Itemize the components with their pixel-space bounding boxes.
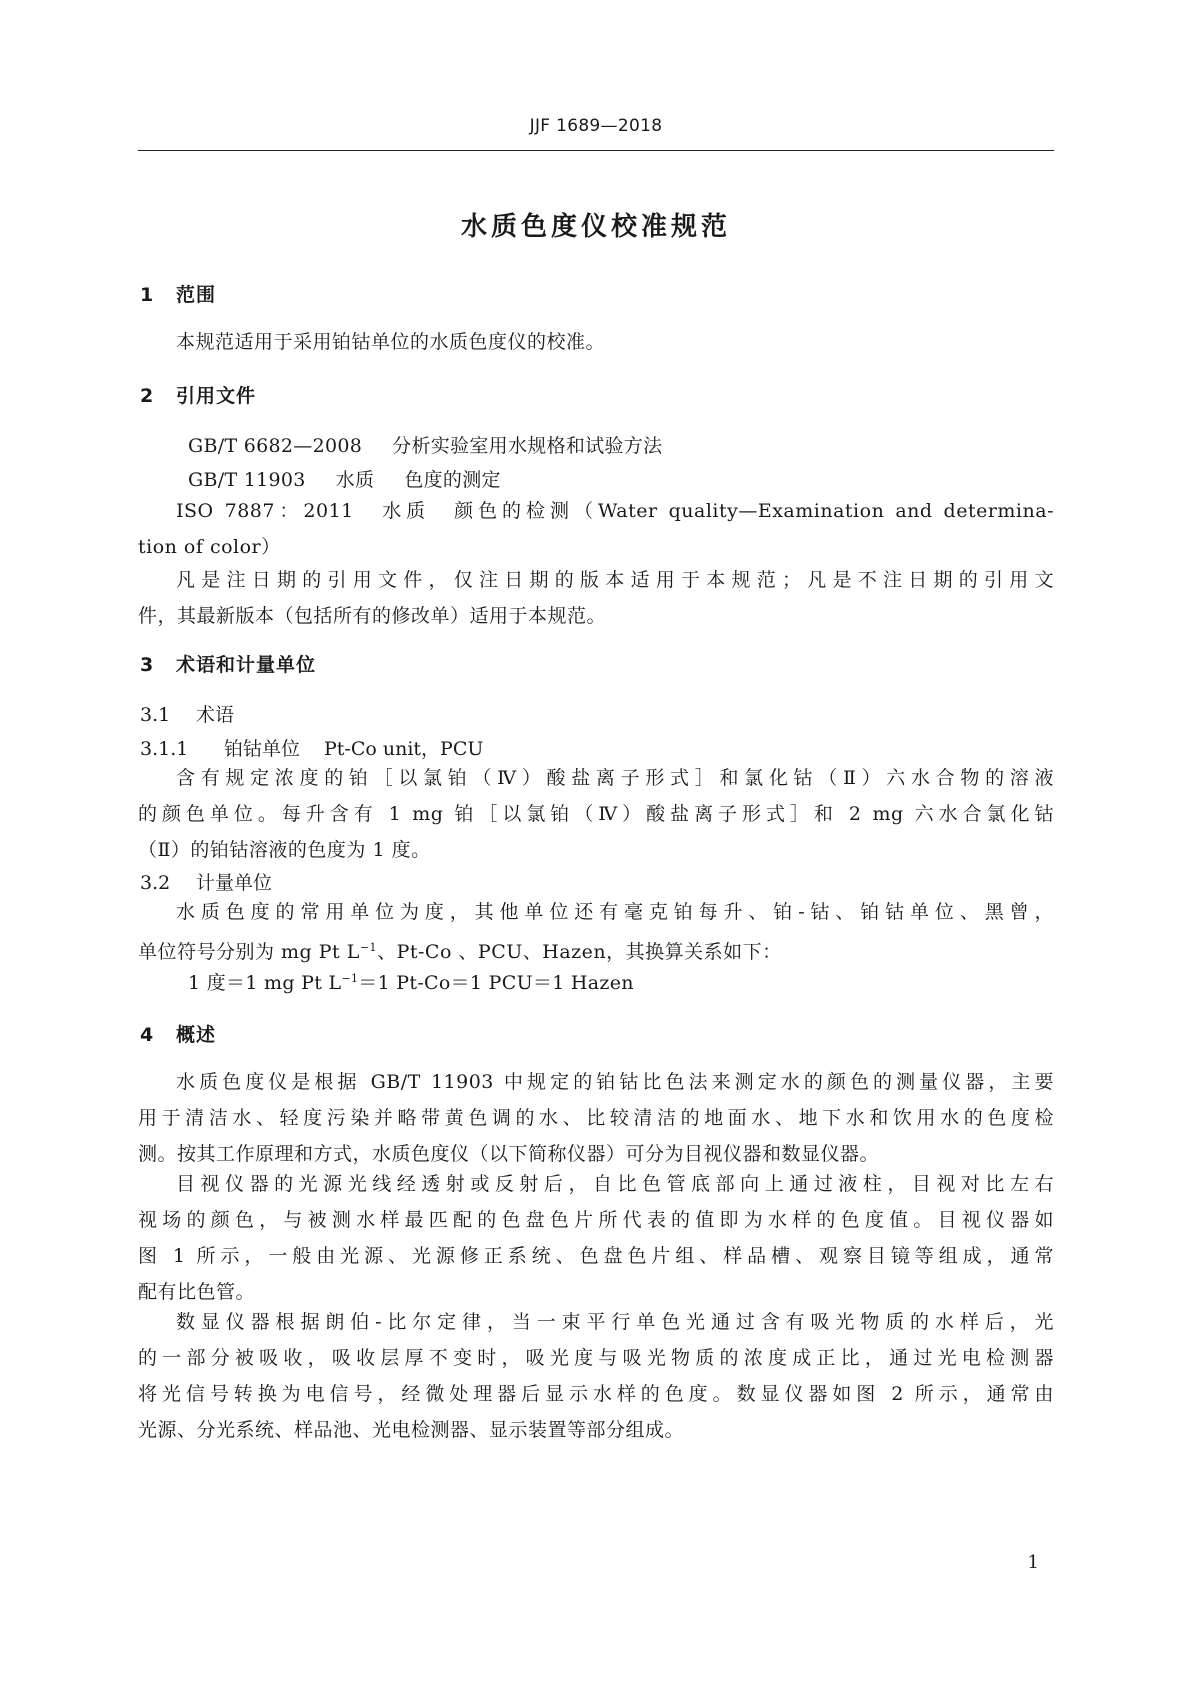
subsection-3-1-heading: 3.1 术语 bbox=[140, 704, 235, 726]
reference-note-paragraph: 凡是注日期的引用文件，仅注日期的版本适用于本规范；凡是不注日期的引用文 件，其最新版本（包括所有的修改单）适用于本规范。 bbox=[138, 569, 1054, 627]
reference-name: 水质 bbox=[335, 469, 375, 491]
section-title: 概述 bbox=[176, 1024, 217, 1046]
page-number: 1 bbox=[1027, 1552, 1039, 1573]
units-paragraph: 水质色度的常用单位为度，其他单位还有毫克铂每升、铂-钴、铂钴单位、黑曾， 单位符号分别为 mg Pt $L^{-1}$、Pt-Co 、PCU、Hazen，其换算关系如下： bbox=[138, 901, 1054, 963]
overview-paragraph-1: 水质色度仪是根据 GB/T 11903 中规定的铂钴比色法来测定水的颜色的测量仪器，主要 用于清洁水、轻度污染并略带黄色调的水、比较清洁的地面水、地下水和饮用水的色度检 测。按其工作原理和方式，水质色度仪（以下简称仪器）可分为目视仪器和数显仪器。 bbox=[138, 1071, 1054, 1165]
reference-name-part: 色度的测定 bbox=[404, 469, 501, 491]
document-title: 水质色度仪校准规范 bbox=[460, 212, 731, 242]
reference-name: 分析实验室用水规格和试验方法 bbox=[392, 435, 663, 457]
reference-code: GB/T 6682—2008 bbox=[188, 435, 363, 457]
header-rule bbox=[138, 150, 1054, 151]
section-4-heading bbox=[140, 1020, 216, 1047]
conversion-formula: 1 度＝1 mg Pt $L^{-1}=1$ Pt-Co＝1 PCU＝1 Hazen bbox=[188, 972, 634, 994]
overview-paragraph-3: 数显仪器根据朗伯-比尔定律，当一束平行单色光通过含有吸光物质的水样后，光 的一部分被吸收，吸收层厚不变时，吸光度与吸光物质的浓度成正比，通过光电检测器 将光信号转换为电信号，经微处理器后显示水样的色度。数显仪器如图 2 所示，通常由 光源、分光系统、样品池、光电检测器、显示装置等部分组成。 bbox=[138, 1311, 1054, 1441]
section-1-paragraph: 本规范适用于采用铂钴单位的水质色度仪的校准。 bbox=[176, 331, 606, 353]
section-3-heading bbox=[140, 650, 316, 677]
section-number: 3 bbox=[140, 654, 155, 676]
section-number: 4 bbox=[140, 1024, 155, 1046]
running-header: JJF 1689—2018 bbox=[529, 116, 663, 136]
subsection-3-1-1-heading: 3.1.1 铂钴单位 Pt-Co unit，PCU bbox=[140, 738, 484, 760]
section-title: 引用文件 bbox=[176, 385, 257, 407]
reference-item-iso: ISO 7887：2011 水质 颜色的检测（Water quality—Examination and determina- tion of color） bbox=[138, 500, 1054, 558]
section-1-heading bbox=[140, 280, 216, 307]
section-number: 1 bbox=[140, 284, 155, 306]
reference-item bbox=[188, 431, 662, 458]
reference-item bbox=[188, 465, 501, 492]
overview-paragraph-2: 目视仪器的光源光线经透射或反射后，自比色管底部向上通过液柱，目视对比左右 视场的颜色，与被测水样最匹配的色盘色片所代表的值即为水样的色度值。目视仪器如 图 1 所示，一般由光源、光源修正系统、色盘色片组、样品槽、观察目镜等组成，通常 配有比色管。 bbox=[138, 1173, 1054, 1303]
reference-code: GB/T 11903 bbox=[188, 469, 306, 491]
section-title: 范围 bbox=[176, 284, 217, 306]
section-2-heading bbox=[140, 381, 256, 408]
section-number: 2 bbox=[140, 385, 155, 407]
subsection-3-2-heading: 3.2 计量单位 bbox=[140, 872, 273, 894]
definition-paragraph: 含有规定浓度的铂［以氯铂（Ⅳ）酸盐离子形式］和氯化钴（Ⅱ）六水合物的溶液 的颜色单位。每升含有 1 mg 铂［以氯铂（Ⅳ）酸盐离子形式］和 2 mg 六水合氯化钴 （Ⅱ）的铂钴溶液的色度为 1 度。 bbox=[138, 767, 1054, 861]
section-title: 术语和计量单位 bbox=[176, 654, 317, 676]
